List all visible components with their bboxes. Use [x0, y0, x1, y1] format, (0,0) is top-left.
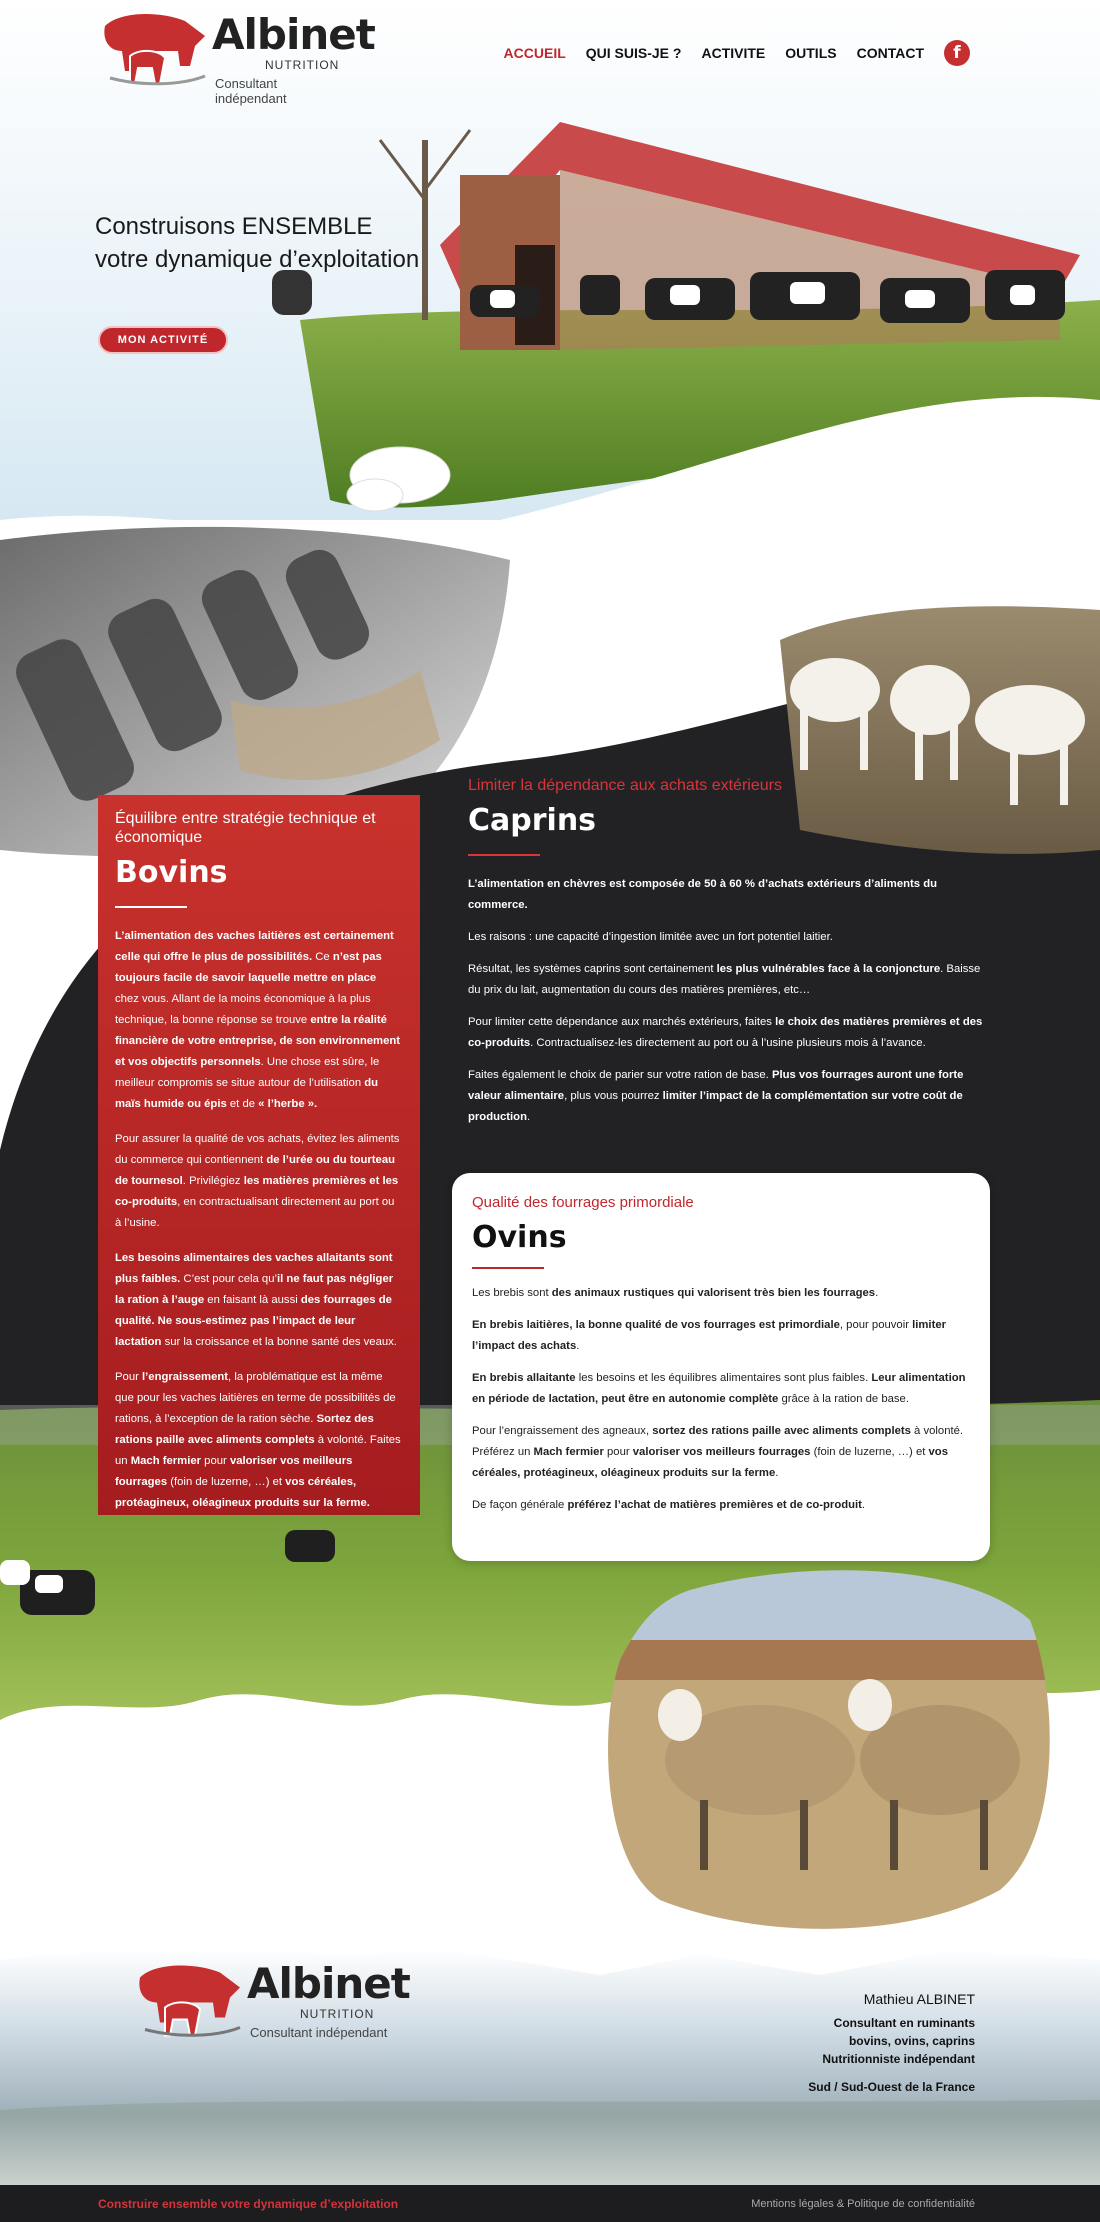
bovins-p4-s10: vos céréales, protéagineux, oléagineux produits sur la ferme.	[115, 1476, 370, 1509]
ovins-paragraph-4	[472, 1421, 970, 1484]
caprins-p5-s3: , plus vous pourrez	[564, 1090, 663, 1102]
caprins-p3-s2: les plus vulnérables face à la conjoncture	[716, 963, 941, 975]
bovins-p4-s3: , la problématique est la même que pour les vaches laitières en terme de possibilités de rations, à l’exception de la ration sèche.	[115, 1371, 396, 1425]
footer-logo-brand-name: Albinet	[247, 1959, 410, 2008]
caprins-p4-s1: Pour limiter cette dépendance aux marchés extérieurs, faites	[468, 1016, 776, 1028]
nav-item-accueil[interactable]: ACCUEIL	[503, 45, 566, 61]
caprins-p5-s5: .	[526, 1111, 531, 1123]
bovins-p2-s4: les matières premières et les co-produits	[115, 1175, 399, 1208]
ovins-eyebrow: Qualité des fourrages primordiale	[472, 1194, 694, 1211]
animals-logo-icon	[135, 1955, 245, 2045]
nav-item-activite[interactable]: ACTIVITE	[701, 45, 766, 61]
ovins-paragraph-3	[472, 1368, 970, 1410]
caprins-p4-s3: . Contractualisez-les directement au port ou à l’usine plusieurs mois à l’avance.	[530, 1037, 926, 1049]
footer-logo-tagline: Consultant indépendant	[250, 2025, 388, 2040]
ovins-p4-s7: (foin de luzerne, …) et	[810, 1446, 929, 1458]
bovins-p4-s9: (foin de luzerne, …) et	[167, 1476, 286, 1488]
caprins-paragraph-3	[468, 959, 988, 1001]
bovins-p3-s4: en faisant là aussi	[204, 1294, 301, 1306]
ovins-p5-s1: De façon générale	[472, 1499, 568, 1511]
ovins-p1-s2: des animaux rustiques qui valorisent très bien les fourrages	[551, 1287, 876, 1299]
hero-title	[95, 210, 515, 276]
caprins-p1: L’alimentation en chèvres est composée de 50 à 60 % d’achats extérieurs d’aliments du commerce.	[468, 878, 938, 911]
ovins-p2-s2: , pour pouvoir	[839, 1319, 913, 1331]
ovins-title: Ovins	[472, 1220, 567, 1255]
bovins-p1-s9: « l’herbe ».	[258, 1098, 318, 1110]
bovins-paragraph-4	[115, 1367, 403, 1514]
ovins-p2-s3: limiter l’impact des achats	[472, 1319, 947, 1352]
site-logo[interactable]	[100, 6, 375, 106]
caprins-p3-s3: . Baisse du prix du lait, augmentation du cours des matières premières, etc…	[468, 963, 981, 996]
bovins-p1-s1: L’alimentation des vaches laitières est certainement celle qui offre le plus de possibilités.	[115, 930, 394, 963]
bovins-p2-s1: Pour assurer la qualité de vos achats, évitez les aliments du commerce qui contiennent	[115, 1133, 400, 1166]
caprins-p3-s1: Résultat, les systèmes caprins sont certainement	[468, 963, 717, 975]
footer-contact-info	[808, 1990, 975, 2096]
bovins-p3-s2: C’est pour cela qu’	[180, 1273, 277, 1285]
ovins-p4-s2: sortez des rations paille avec aliments complets	[652, 1425, 911, 1437]
footer-role-1: Consultant en ruminants	[833, 2016, 975, 2030]
footer-role-2: bovins, ovins, caprins	[848, 2034, 975, 2048]
caprins-paragraph-5	[468, 1065, 988, 1128]
bovins-p3-s5: des fourrages de qualité. Ne sous-estimez pas l’impact de leur lactation	[115, 1294, 392, 1348]
bovins-p2-s5: , en contractualisant directement au port ou à l’usine.	[115, 1196, 395, 1229]
main-nav	[504, 40, 970, 66]
bovins-p1-s5: entre la réalité financière de votre entreprise, de son environnement et vos objectifs personnels	[115, 1014, 401, 1068]
footer-region: Sud / Sud-Ouest de la France	[808, 2080, 975, 2094]
bovins-p2-s3: . Privilégiez	[182, 1175, 244, 1187]
bovins-p1-s3: n’est pas toujours facile de savoir laquelle mettre en place	[115, 951, 382, 984]
caprins-divider	[468, 854, 540, 856]
bovins-title: Bovins	[115, 855, 228, 890]
bovins-p1-s4: chez vous. Allant de la moins économique à la plus technique, la bonne réponse se trouve	[115, 993, 371, 1026]
hero-title-line2: votre dynamique d’exploitation	[95, 246, 420, 273]
bovins-p4-s5: à volonté. Faites un	[115, 1434, 401, 1467]
bovins-p3-s1: Les besoins alimentaires des vaches allaitants sont plus faibles.	[115, 1252, 393, 1285]
bovins-p4-s4: Sortez des rations paille avec aliments complets	[115, 1413, 374, 1446]
nav-item-qui-suis-je[interactable]: QUI SUIS-JE ?	[585, 45, 682, 61]
ovins-p4-s9: .	[775, 1467, 779, 1479]
ovins-p4-s5: pour	[603, 1446, 633, 1458]
bovins-p1-s8: et de	[226, 1098, 259, 1110]
ovins-p4-s6: valoriser vos meilleurs fourrages	[632, 1446, 811, 1458]
logo-sub: NUTRITION	[265, 58, 340, 72]
footer-name: Mathieu ALBINET	[863, 1991, 975, 2007]
mon-activite-button[interactable]: MON ACTIVITÉ	[98, 326, 228, 354]
nav-item-outils[interactable]: OUTILS	[785, 45, 837, 61]
ovins-p3-s4: grâce à la ration de base.	[778, 1393, 909, 1405]
footer-role-3: Nutritionniste indépendant	[822, 2052, 975, 2066]
bovins-eyebrow: Équilibre entre stratégie technique et économique	[115, 810, 376, 846]
ovins-p3-s3: Leur alimentation en période de lactation, peut être en autonomie complète	[472, 1372, 966, 1405]
ovins-p3-s2: les besoins et les équilibres alimentaires sont plus faibles.	[575, 1372, 872, 1384]
bovins-paragraph-1	[115, 926, 403, 1115]
caprins-p5-s1: Faites également le choix de parier sur votre ration de base.	[468, 1069, 772, 1081]
ovins-paragraph-5	[472, 1495, 970, 1516]
caprins-paragraph-4	[468, 1012, 988, 1054]
ovins-p5-s3: .	[861, 1499, 866, 1511]
footer-slogan: Construire ensemble votre dynamique d’exploitation	[98, 2196, 399, 2211]
bovins-paragraph-2	[115, 1129, 403, 1234]
ovins-p2-s4: .	[576, 1340, 580, 1352]
ovins-p4-s8: vos céréales, protéagineux, oléagineux produits sur la ferme	[472, 1446, 948, 1479]
footer-bar	[0, 2185, 1100, 2222]
animals-logo-icon	[100, 6, 210, 91]
ovins-card	[452, 1173, 990, 1561]
facebook-icon[interactable]: f	[944, 40, 970, 66]
bovins-p4-s8: valoriser vos meilleurs fourrages	[115, 1455, 353, 1488]
ovins-p4-s1: Pour l’engraissement des agneaux,	[472, 1425, 653, 1437]
bovins-p4-s6: Mach fermier	[130, 1455, 202, 1467]
bovins-p3-s3: il ne faut pas négliger la ration à l’auge	[115, 1273, 394, 1306]
bovins-p2-s2: de l’urée ou du tourteau de tournesol	[115, 1154, 396, 1187]
caprins-p5-s2: Plus vos fourrages auront une forte valeur alimentaire	[468, 1069, 964, 1102]
hero-title-line1: Construisons ENSEMBLE	[95, 213, 373, 240]
legal-links[interactable]: Mentions légales & Politique de confidentialité	[751, 2197, 975, 2210]
ovins-paragraph-1	[472, 1283, 970, 1304]
caprins-p5-s4: limiter l’impact de la complémentation sur votre coût de production	[468, 1090, 963, 1123]
caprins-title: Caprins	[468, 803, 597, 838]
nav-item-contact[interactable]: CONTACT	[856, 45, 924, 61]
bovins-p3-s6: sur la croissance et la bonne santé des veaux.	[161, 1336, 397, 1348]
footer-logo-sub: NUTRITION	[300, 2007, 375, 2021]
caprins-section	[468, 776, 988, 1139]
ovins-p3-s1: En brebis allaitante	[472, 1372, 576, 1384]
bovins-card	[98, 795, 420, 1515]
caprins-eyebrow: Limiter la dépendance aux achats extérieurs	[468, 777, 782, 794]
caprins-p4-s2: le choix des matières premières et des co-produits	[468, 1016, 983, 1049]
bovins-p4-s2: l’engraissement	[142, 1371, 229, 1383]
ovins-p4-s4: Mach fermier	[533, 1446, 604, 1458]
bovins-p1-s2: Ce	[312, 951, 333, 963]
bovins-paragraph-3	[115, 1248, 403, 1353]
ovins-divider	[472, 1267, 544, 1269]
site-header	[0, 0, 1100, 110]
footer-logo[interactable]	[135, 1955, 410, 2050]
bovins-p4-s7: pour	[201, 1455, 230, 1467]
caprins-paragraph-2: Les raisons : une capacité d’ingestion limitée avec un fort potentiel laitier.	[468, 931, 833, 943]
bovins-p4-s1: Pour	[115, 1371, 143, 1383]
ovins-p1-s3: .	[875, 1287, 879, 1299]
ovins-p4-s3: à volonté. Préférez un	[472, 1425, 964, 1458]
caprins-paragraph-1	[468, 874, 988, 916]
bovins-divider	[115, 906, 187, 908]
ovins-p1-s1: Les brebis sont	[472, 1287, 552, 1299]
logo-tagline: Consultant indépendant	[215, 76, 287, 106]
ovins-p2-s1: En brebis laitières, la bonne qualité de vos fourrages est primordiale	[472, 1319, 840, 1331]
ovins-p5-s2: préférez l’achat de matières premières et de co-produit	[567, 1499, 862, 1511]
bovins-p1-s6: . Une chose est sûre, le meilleur compromis se situe autour de l’utilisation	[115, 1056, 380, 1089]
logo-brand-name: Albinet	[212, 10, 375, 59]
ovins-paragraph-2	[472, 1315, 970, 1357]
bovins-p1-s7: du maïs humide ou épis	[115, 1077, 379, 1110]
